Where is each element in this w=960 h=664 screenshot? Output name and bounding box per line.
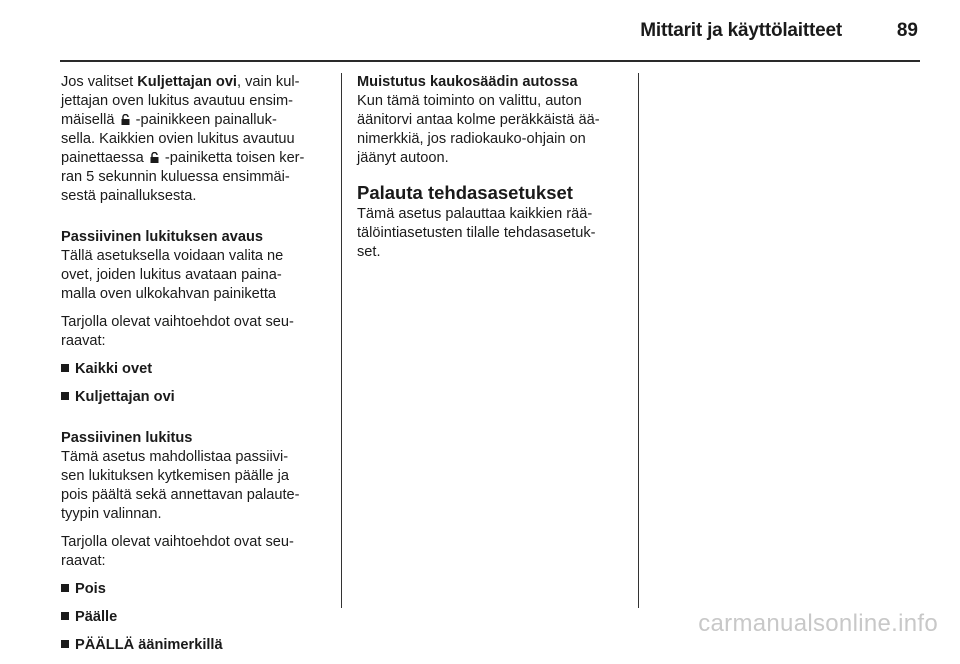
list-item: Päälle: [61, 608, 329, 627]
list-item: Pois: [61, 580, 329, 599]
subheading-remote-reminder: Muistutus kaukosäädin autossa: [357, 74, 578, 90]
heading-factory-reset: Palauta tehdasasetukset: [357, 182, 573, 203]
term-driver-door: Kuljettajan ovi: [137, 74, 237, 90]
list-item: Kaikki ovet: [61, 360, 329, 379]
bullet-square-icon: [61, 364, 69, 372]
list-item: PÄÄLLÄ äänimerkillä: [61, 636, 329, 655]
unlock-icon: [121, 114, 130, 125]
unlock-icon: [150, 152, 159, 163]
list-item: Kuljettajan ovi: [61, 388, 329, 407]
subheading-passive-lock: Passiivinen lukitus: [61, 430, 193, 446]
section-remote-reminder: Muistutus kaukosäädin autossa Kun tämä toiminto on valittu, auton äänitorvi antaa kolme peräkkäistä ää- nimerkkiä, jos radiokauko-ohjain on jäänyt autoon.: [357, 73, 625, 168]
column-left: [61, 73, 329, 664]
watermark: carmanualsonline.info: [698, 610, 938, 637]
bullet-square-icon: [61, 612, 69, 620]
paragraph-driver-door: Jos valitset Kuljettajan ovi, vain kul- jettajan oven lukitus avautuu ensim- mäisellä -painikkeen painalluk- sella. Kaikkien ovien lukitus avautuu painettaessa -painiketta toisen ker- ran 5 sekunnin kuluessa ensimmäi- sestä painalluksesta.: [61, 74, 305, 204]
header-rule: [60, 60, 920, 62]
column-divider: [341, 73, 342, 608]
bullet-square-icon: [61, 392, 69, 400]
paragraph-options-intro: Tarjolla olevat vaihtoehdot ovat seu- raavat:: [61, 314, 294, 349]
bullet-square-icon: [61, 640, 69, 648]
page-number: 89: [896, 20, 918, 41]
column-middle: [357, 73, 625, 271]
section-passive-unlock: Passiivinen lukituksen avaus Tällä asetuksella voidaan valita ne ovet, joiden lukitus avataan paina- malla oven ulkokahvan painiketta: [61, 228, 329, 304]
column-divider: [638, 73, 639, 608]
running-title: Mittarit ja käyttölaitteet: [640, 20, 842, 41]
bullet-square-icon: [61, 584, 69, 592]
section-passive-lock: Passiivinen lukitus Tämä asetus mahdollistaa passiivi- sen lukituksen kytkemisen päälle ja pois päältä sekä annettavan palaute- tyypin valinnan.: [61, 429, 329, 524]
page-header: [0, 0, 960, 60]
subheading-passive-unlock: Passiivinen lukituksen avaus: [61, 229, 263, 245]
paragraph-factory-reset: Tämä asetus palauttaa kaikkien rää- tälöintiasetusten tilalle tehdasasetuk- set.: [357, 206, 596, 260]
paragraph-options-intro: Tarjolla olevat vaihtoehdot ovat seu- raavat:: [61, 534, 294, 569]
